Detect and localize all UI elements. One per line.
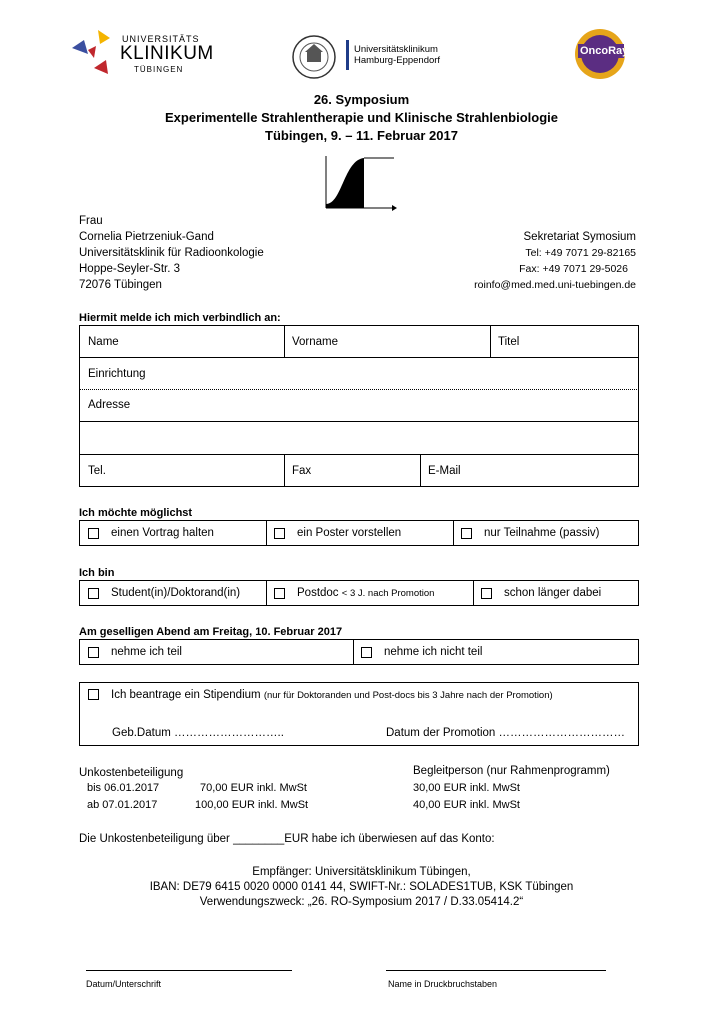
adresse-label: Adresse <box>88 399 131 411</box>
preference-row <box>79 520 639 546</box>
email-label: E-Mail <box>428 464 461 477</box>
option-label: einen Vortrag halten <box>111 527 214 539</box>
option-label: schon länger dabei <box>504 587 602 599</box>
fee-row-1-date: bis 06.01.2017 <box>87 782 160 794</box>
option-label: nehme ich nicht teil <box>384 646 483 658</box>
signature-label: Datum/Unterschrift <box>86 979 162 989</box>
option-poster[interactable] <box>266 521 453 545</box>
option-stipend[interactable] <box>88 689 553 701</box>
stipend-label: Ich beantrage ein Stipendium <box>111 689 261 701</box>
checkbox-icon[interactable] <box>274 528 285 539</box>
status-heading: Ich bin <box>79 567 115 579</box>
option-label: nehme ich teil <box>111 646 182 658</box>
adresse-field[interactable] <box>79 389 639 422</box>
tuebingen-emblem-icon <box>70 28 112 76</box>
option-label: Postdoc <box>297 587 339 599</box>
promotion-date-field[interactable]: Datum der Promotion …………………………… <box>386 727 625 739</box>
stipend-note: (nur für Doktoranden und Post-docs bis 3 Jahre nach der Promotion) <box>263 690 553 701</box>
checkbox-icon[interactable] <box>461 528 472 539</box>
companion-heading: Begleitperson (nur Rahmenprogramm) <box>413 765 610 777</box>
option-label: nur Teilnahme (passiv) <box>484 527 600 539</box>
name-field[interactable] <box>80 326 284 357</box>
secretariat-line: Sekretariat Symosium <box>523 231 636 243</box>
option-evening-no[interactable] <box>353 640 638 664</box>
option-postdoc[interactable] <box>266 581 473 605</box>
registration-heading: Hiermit melde ich mich verbindlich an: <box>79 312 281 324</box>
fee-row-2-date: ab 07.01.2017 <box>87 799 158 811</box>
titel-label: Titel <box>498 335 520 348</box>
einrichtung-field[interactable] <box>79 357 639 390</box>
preference-heading: Ich möchte möglichst <box>79 507 193 519</box>
einrichtung-label: Einrichtung <box>88 367 146 380</box>
printed-name-line[interactable] <box>386 970 606 971</box>
option-student[interactable] <box>80 581 266 605</box>
symposium-number: 26. Symposium <box>313 92 410 107</box>
checkbox-icon[interactable] <box>88 588 99 599</box>
recipient-line: Universitätsklinik für Radioonkologie <box>79 247 264 259</box>
fee-row-2-amount: 100,00 EUR inkl. MwSt <box>195 799 309 811</box>
fee-row-1-amount: 70,00 EUR inkl. MwSt <box>200 782 307 794</box>
secretariat-contact <box>474 229 636 293</box>
option-passiv[interactable] <box>453 521 638 545</box>
hamburg-line2: Hamburg-Eppendorf <box>354 55 441 66</box>
tuebingen-line2: KLINIKUM <box>120 43 214 64</box>
recipient-line: 72076 Tübingen <box>79 279 162 291</box>
evening-heading: Am geselligen Abend am Freitag, 10. Februar 2017 <box>79 626 343 638</box>
stipend-box <box>79 682 639 746</box>
option-vortrag[interactable] <box>80 521 266 545</box>
tel-label: Tel. <box>88 464 106 477</box>
option-label: ein Poster vorstellen <box>297 527 402 539</box>
checkbox-icon[interactable] <box>88 528 99 539</box>
tuebingen-logo <box>70 28 214 78</box>
fax-field[interactable] <box>284 455 420 486</box>
option-senior[interactable] <box>473 581 638 605</box>
secretariat-line: roinfo@med.med.uni-tuebingen.de <box>474 279 636 291</box>
companion-fee-1: 30,00 EUR inkl. MwSt <box>413 782 520 794</box>
recipient-line: Frau <box>79 215 103 227</box>
tuebingen-line3: TÜBINGEN <box>134 65 184 74</box>
status-row <box>79 580 639 606</box>
vorname-field[interactable] <box>284 326 490 357</box>
companion-fee-2: 40,00 EUR inkl. MwSt <box>413 799 520 811</box>
oncoray-logo <box>572 28 652 80</box>
option-sublabel: < 3 J. nach Promotion <box>341 587 435 599</box>
hamburg-line1: Universitätsklinikum <box>354 44 438 55</box>
checkbox-icon[interactable] <box>481 588 492 599</box>
recipient-line: Hoppe-Seyler-Str. 3 <box>79 263 180 275</box>
secretariat-line: Fax: +49 7071 29-5026 <box>519 263 628 275</box>
checkbox-icon[interactable] <box>361 647 372 658</box>
registration-row-contact <box>79 454 639 487</box>
tel-field[interactable] <box>80 455 284 486</box>
adresse-field-2[interactable] <box>79 421 639 455</box>
titel-field[interactable] <box>490 326 638 357</box>
bank-iban: IBAN: DE79 6415 0020 0000 0141 44, SWIFT-Nr.: SOLADES1TUB, KSK Tübingen <box>149 881 574 893</box>
symposium-title: Experimentelle Strahlentherapie und Klinische Strahlenbiologie <box>165 110 558 125</box>
signature-line[interactable] <box>86 970 292 971</box>
sigmoid-curve-icon <box>322 154 398 212</box>
vorname-label: Vorname <box>292 335 339 348</box>
fees-heading: Unkostenbeteiligung <box>79 767 184 779</box>
transfer-text: Die Unkostenbeteiligung über ________EUR habe ich überwiesen auf das Konto: <box>79 833 495 845</box>
birthdate-field[interactable]: Geb.Datum ……………………….. <box>112 727 284 739</box>
fees-left <box>79 765 183 782</box>
oncoray-name: OncoRay <box>580 45 629 57</box>
hamburg-logo <box>290 34 470 80</box>
recipient-address <box>79 213 264 293</box>
tuebingen-line1: UNIVERSITÄTS <box>122 34 200 44</box>
symposium-place-date: Tübingen, 9. – 11. Februar 2017 <box>265 128 458 143</box>
hamburg-bar <box>346 40 349 70</box>
name-label: Name <box>88 335 119 348</box>
hamburg-seal-icon <box>290 34 338 80</box>
bank-recipient: Empfänger: Universitätsklinikum Tübingen, <box>252 866 471 878</box>
email-field[interactable] <box>420 455 638 486</box>
recipient-line: Cornelia Pietrzeniuk-Gand <box>79 231 214 243</box>
registration-row-name <box>79 325 639 358</box>
checkbox-icon[interactable] <box>88 689 99 700</box>
evening-row <box>79 639 639 665</box>
bank-reference: Verwendungszweck: „26. RO-Symposium 2017 / D.33.05414.2“ <box>199 896 524 908</box>
fax-label: Fax <box>292 464 312 477</box>
checkbox-icon[interactable] <box>88 647 99 658</box>
option-label: Student(in)/Doktorand(in) <box>111 587 241 599</box>
option-evening-yes[interactable] <box>80 640 353 664</box>
checkbox-icon[interactable] <box>274 588 285 599</box>
secretariat-line: Tel: +49 7071 29-82165 <box>525 247 636 259</box>
printed-name-label: Name in Druckbruchstaben <box>388 979 498 989</box>
